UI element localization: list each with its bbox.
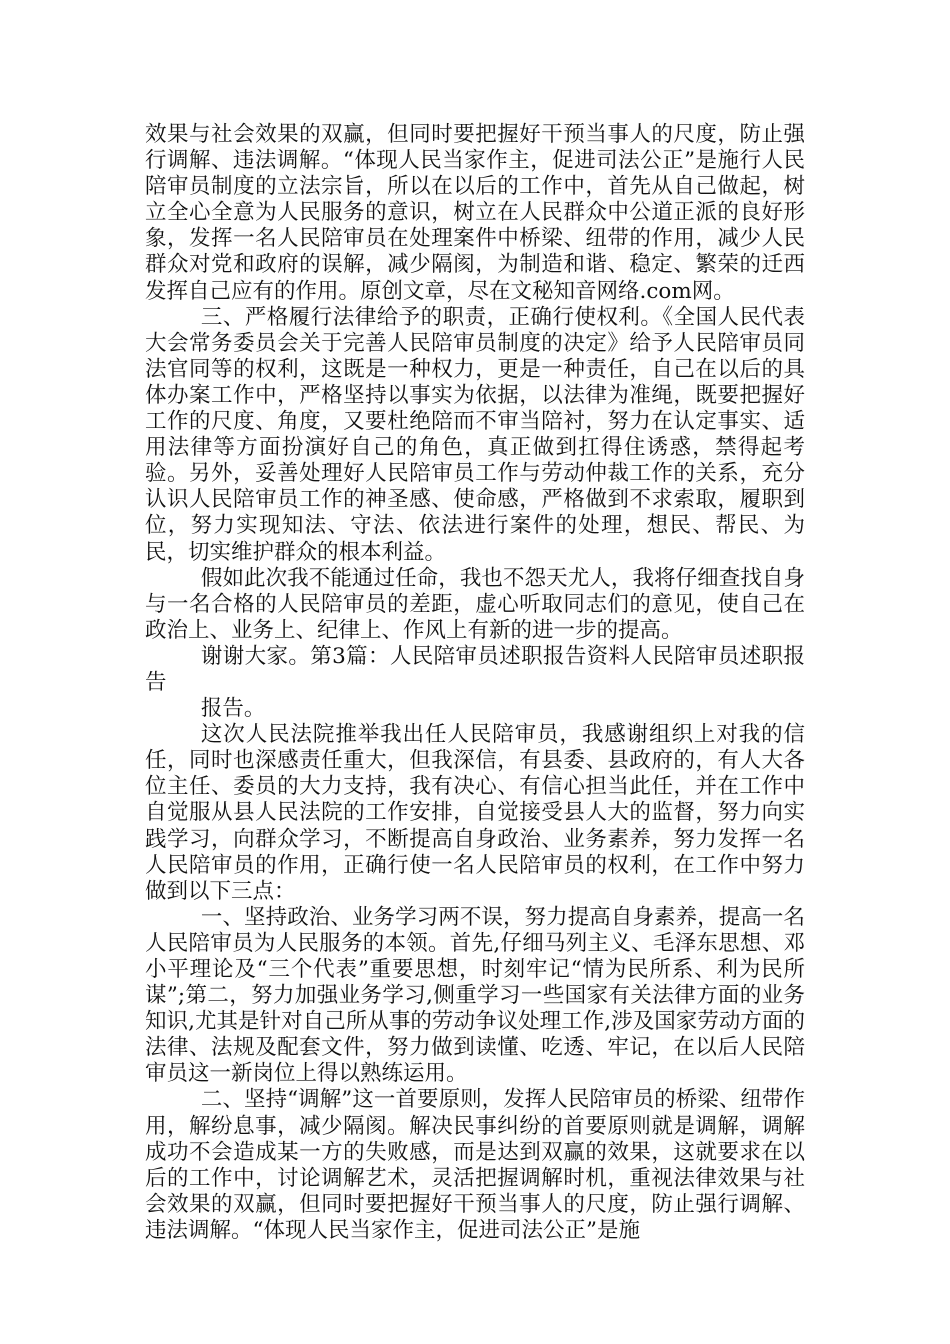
paragraph-5: 报告。	[200, 696, 266, 722]
paragraph-6: 这次人民法院推举我出任人民陪审员，我感谢组织上对我的信任，同时也深感责任重大，但我深信，有县委、县政府的，有人大各位主任、委员的大力支持，我有决心、有信心担当此任，并在工作中自觉服从县人民法院的工作安排，自觉接受县人大的监督，努力向实践学习，向群众学习，不断提高自身政治、业务素养，努力发挥一名人民陪审员的作用，正确行使一名人民陪审员的权利，在工作中努力做到以下三点：	[145, 722, 805, 904]
paragraph-2: 三、严格履行法律给予的职责，正确行使权利。《全国人民代表大会常务委员会关于完善人民陪审员制度的决定》给予人民陪审员同法官同等的权利，这既是一种权力，更是一种责任，自己在以后的具体办案工作中，严格坚持以事实为依据，以法律为准绳，既要把握好工作的尺度、角度，又要杜绝陪而不审当陪衬，努力在认定事实、适用法律等方面扮演好自己的角色，真正做到扛得住诱惑，禁得起考验。另外，妥善处理好人民陪审员工作与劳动仲裁工作的关系，充分认识人民陪审员工作的神圣感、使命感，严格做到不求索取，履职到位，努力实现知法、守法、依法进行案件的处理，想民、帮民、为民，切实维护群众的根本利益。	[145, 304, 805, 565]
paragraph-1: 效果与社会效果的双赢，但同时要把握好干预当事人的尺度，防止强行调解、违法调解。“体现人民当家作主，促进司法公正”是施行人民陪审员制度的立法宗旨，所以在以后的工作中，首先从自己做起，树立全心全意为人民服务的意识，树立在人民群众中公道正派的良好形象，发挥一名人民陪审员在处理案件中桥梁、纽带的作用，减少人民群众对党和政府的误解，减少隔阂，为制造和谐、稳定、繁荣的迁西发挥自己应有的作用。原创文章，尽在文秘知音网络.com网。	[145, 122, 805, 304]
paragraph-4: 谢谢大家。第3篇：人民陪审员述职报告资料人民陪审员述职报告	[145, 643, 805, 695]
paragraph-3: 假如此次我不能通过任命，我也不怨天尤人，我将仔细查找自身与一名合格的人民陪审员的差距，虚心听取同志们的意见，使自己在政治上、业务上、纪律上、作风上有新的进一步的提高。	[145, 565, 805, 643]
paragraph-8: 二、坚持“调解”这一首要原则，发挥人民陪审员的桥梁、纽带作用，解纷息事，减少隔阂。解决民事纠纷的首要原则就是调解，调解成功不会造成某一方的失败感，而是达到双赢的效果，这就要求在以后的工作中，讨论调解艺术，灵活把握调解时机，重视法律效果与社会效果的双赢，但同时要把握好干预当事人的尺度，防止强行调解、违法调解。“体现人民当家作主，促进司法公正”是施	[145, 1087, 805, 1243]
document-page	[145, 122, 805, 1244]
paragraph-7: 一、坚持政治、业务学习两不误，努力提高自身素养，提高一名人民陪审员为人民服务的本领。首先,仔细马列主义、毛泽东思想、邓小平理论及“三个代表”重要思想，时刻牢记“情为民所系、利为民所谋”;第二，努力加强业务学习,侧重学习一些国家有关法律方面的业务知识,尤其是针对自己所从事的劳动争议处理工作,涉及国家劳动方面的法律、法规及配套文件，努力做到读懂、吃透、牢记，在以后人民陪审员这一新岗位上得以熟练运用。	[145, 904, 805, 1087]
